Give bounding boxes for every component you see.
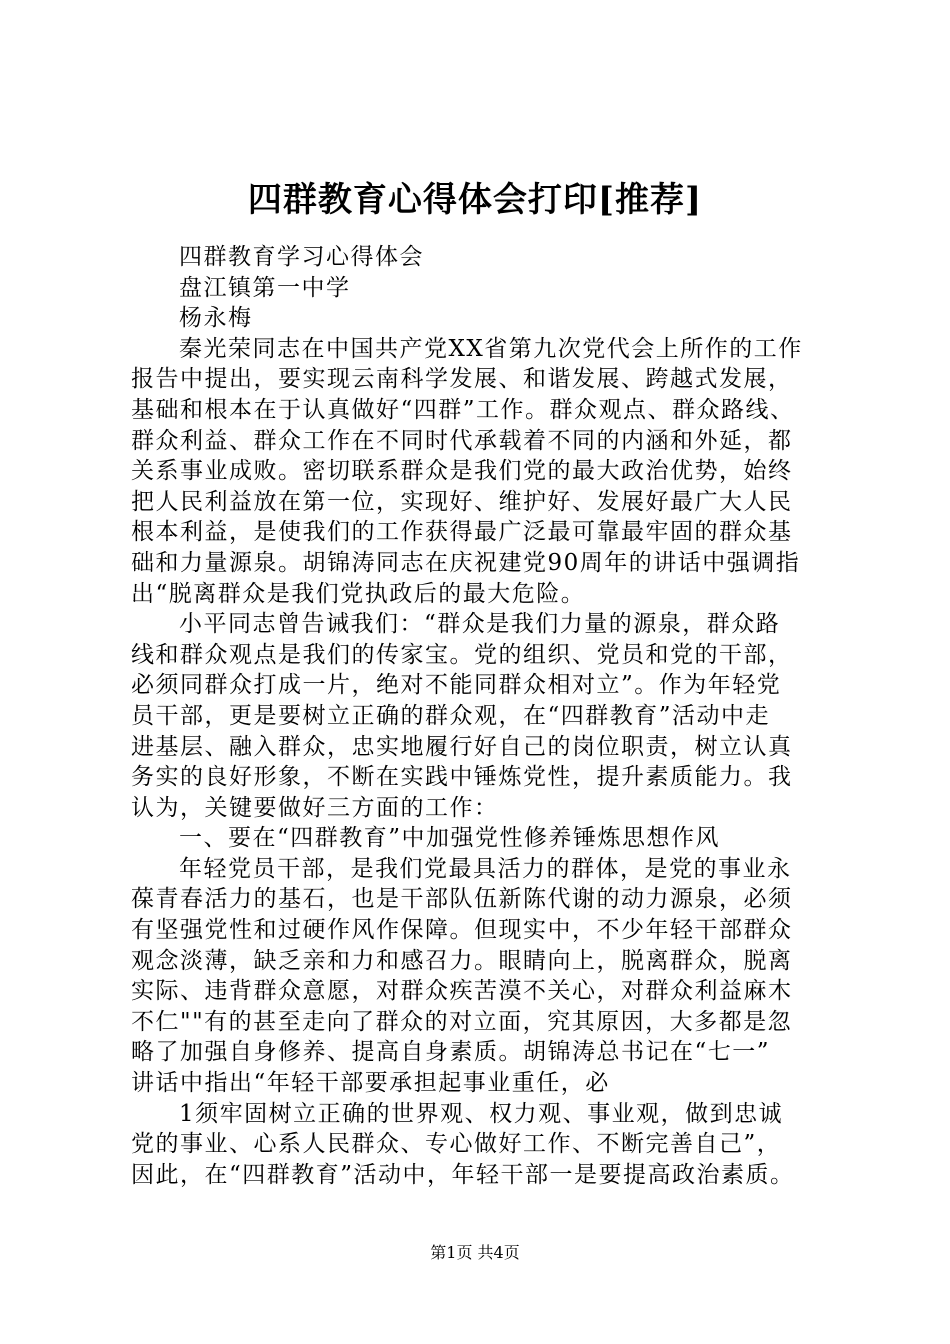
text-line: 把人民利益放在第一位，实现好、维护好、发展好最广大人民 (131, 488, 793, 515)
text-line: 报告中提出，要实现云南科学发展、和谐发展、跨越式发展， (131, 366, 793, 393)
text-line: 不仁""有的甚至走向了群众的对立面，究其原因，大多都是忽 (131, 1008, 793, 1035)
text-line: 葆青春活力的基石，也是干部队伍新陈代谢的动力源泉，必须 (131, 886, 793, 913)
text-line: 有坚强党性和过硬作风作保障。但现实中，不少年轻干部群众 (131, 917, 793, 944)
document-title: 四群教育心得体会打印[推荐] (247, 180, 703, 220)
text-line: 略了加强自身修养、提高自身素质。胡锦涛总书记在“七一” (131, 1039, 771, 1066)
text-line: 党的事业、心系人民群众、专心做好工作、不断完善自己”， (131, 1131, 782, 1158)
text-line: 根本利益，是使我们的工作获得最广泛最可靠最牢固的群众基 (131, 519, 793, 546)
text-line: 员干部，更是要树立正确的群众观，在“四群教育”活动中走 (131, 702, 771, 729)
text-line: 实际、违背群众意愿，对群众疾苦漠不关心，对群众利益麻木 (131, 978, 793, 1005)
text-line: 杨永梅 (179, 305, 253, 332)
text-line: 进基层、融入群众，忠实地履行好自己的岗位职责，树立认真 (131, 733, 793, 760)
text-line: 小平同志曾告诫我们：“群众是我们力量的源泉，群众路 (179, 611, 781, 638)
text-line: 一、要在“四群教育”中加强党性修养锤炼思想作风 (179, 825, 721, 852)
page-footer: 第1页 共4页 (430, 1243, 520, 1262)
text-line: 盘江镇第一中学 (179, 274, 351, 301)
text-line: 群众利益、群众工作在不同时代承载着不同的内涵和外延，都 (131, 427, 793, 454)
text-line: 关系事业成败。密切联系群众是我们党的最大政治优势，始终 (131, 458, 793, 485)
text-line: 秦光荣同志在中国共产党XX省第九次党代会上所作的工作 (179, 335, 803, 362)
text-line: 基础和根本在于认真做好“四群”工作。群众观点、群众路线、 (131, 396, 795, 423)
text-line: 出“脱离群众是我们党执政后的最大危险。 (131, 580, 586, 607)
text-line: 础和力量源泉。胡锦涛同志在庆祝建党90周年的讲话中强调指 (131, 549, 801, 576)
text-line: 因此，在“四群教育”活动中，年轻干部一是要提高政治素质。 (131, 1161, 795, 1188)
text-line: 讲话中指出“年轻干部要承担起事业重任，必 (131, 1070, 610, 1097)
text-line: 年轻党员干部，是我们党最具活力的群体，是党的事业永 (179, 855, 792, 882)
text-line: 必须同群众打成一片，绝对不能同群众相对立”。作为年轻党 (131, 672, 782, 699)
text-line: 观念淡薄，缺乏亲和力和感召力。眼睛向上，脱离群众，脱离 (131, 947, 793, 974)
text-line: 四群教育学习心得体会 (179, 244, 424, 270)
document-body (131, 242, 836, 1190)
text-line: 线和群众观点是我们的传家宝。党的组织、党员和党的干部， (131, 641, 793, 668)
text-line: 1须牢固树立正确的世界观、权力观、事业观，做到忠诚 (179, 1100, 784, 1127)
text-line: 务实的良好形象，不断在实践中锤炼党性，提升素质能力。我 (131, 764, 793, 791)
text-line: 认为，关键要做好三方面的工作： (131, 794, 499, 821)
